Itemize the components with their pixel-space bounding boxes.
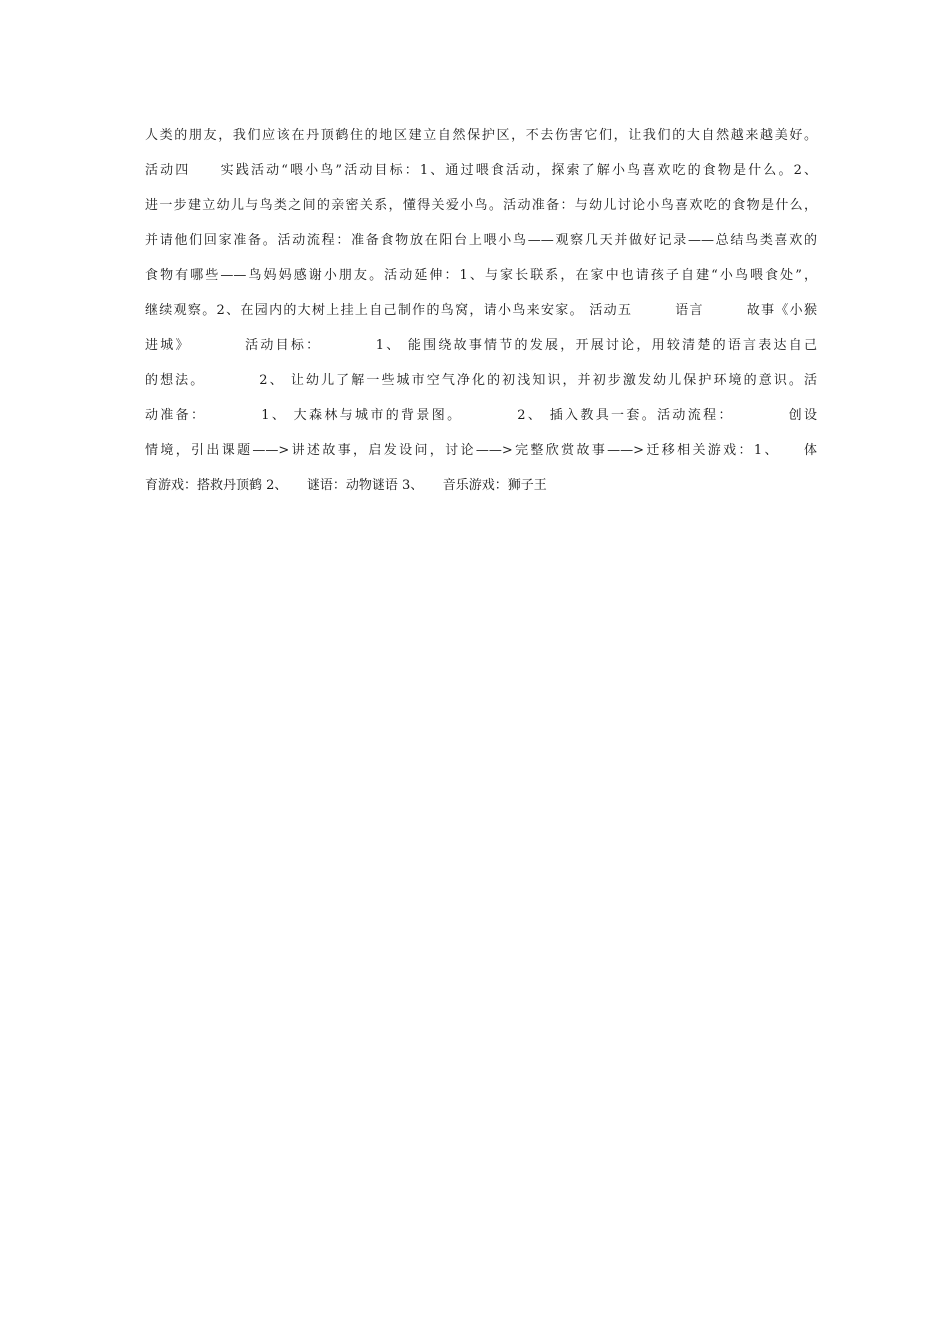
text-line-11: 育游戏：搭救丹顶鹤 2、 谜语：动物谜语 3、 音乐游戏：狮子王 <box>145 478 547 493</box>
document-body <box>145 124 817 509</box>
text-line-8: 的想法。 2、 让幼儿了解一些城市空气净化的初浅知识，并初步激发幼儿保护环境的意识。活 <box>145 373 817 388</box>
text-line-3: 进一步建立幼儿与鸟类之间的亲密关系，懂得关爱小鸟。活动准备：与幼儿讨论小鸟喜欢吃的食物是什么， <box>145 198 817 213</box>
text-line-10: 情境，引出课题——>讲述故事，启发设问，讨论——>完整欣赏故事——>迁移相关游戏：1、 体 <box>145 443 817 458</box>
text-line-9: 动准备： 1、 大森林与城市的背景图。 2、 插入教具一套。活动流程： 创设 <box>145 408 817 423</box>
text-line-5: 食物有哪些——鸟妈妈感谢小朋友。活动延伸：1、与家长联系，在家中也请孩子自建“小鸟喂食处”， <box>145 268 817 283</box>
text-line-4: 并请他们回家准备。活动流程：准备食物放在阳台上喂小鸟——观察几天并做好记录——总结鸟类喜欢的 <box>145 233 817 248</box>
text-line-7: 进城》 活动目标： 1、 能围绕故事情节的发展，开展讨论，用较清楚的语言表达自己 <box>145 338 817 353</box>
text-line-2: 活动四 实践活动“喂小鸟”活动目标：1、通过喂食活动，探索了解小鸟喜欢吃的食物是什么。2、 <box>145 163 817 178</box>
text-line-1: 人类的朋友，我们应该在丹顶鹤住的地区建立自然保护区，不去伤害它们，让我们的大自然越来越美好。 <box>145 128 817 143</box>
text-line-6: 继续观察。2、在园内的大树上挂上自己制作的鸟窝，请小鸟来安家。 活动五 语言 故事《小猴 <box>145 303 817 318</box>
